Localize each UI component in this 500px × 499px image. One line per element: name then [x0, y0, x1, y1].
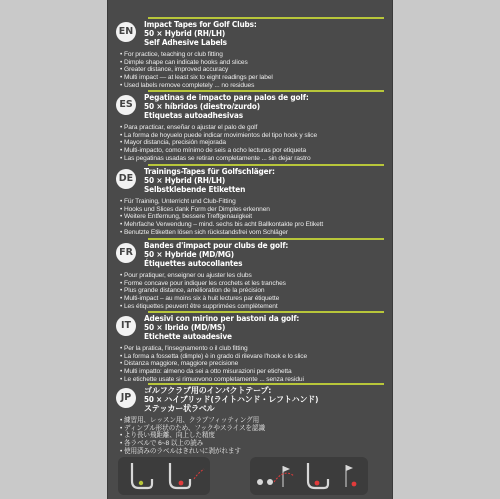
bullet-item: • ディンプル形状のため、フックやスライスを認識 [120, 425, 390, 433]
section-headings [144, 93, 388, 121]
section-subtitle: 50 × Hybrid (RH/LH) [144, 175, 226, 186]
hook-slice-diagram [118, 457, 210, 495]
section-es [114, 90, 390, 166]
section-subtitle-2: Étiquettes autocollantes [144, 258, 243, 269]
bullet-item: • Für Training, Unterricht und Club-Fitting [120, 198, 390, 206]
bullet-list [120, 198, 390, 237]
bullet-item: • Mehrfache Verwendung – mind. sechs bis acht Ballkontakte pro Etikett [120, 221, 390, 229]
section-headings [144, 386, 388, 414]
bullet-item: • Forme concave pour indiquer les crochets et les tranches [120, 280, 390, 288]
section-subtitle: 50 × ハイブリッド(ライトハンド・レフトハンド) [144, 395, 319, 405]
instructions-panel [108, 0, 392, 499]
bullet-item: • Plus grande distance, amélioration de la précision [120, 287, 390, 295]
flag-target-illustration [250, 457, 368, 495]
section-subtitle: 50 × Ibrido (MD/MS) [144, 322, 226, 333]
section-it [114, 311, 390, 387]
bullet-item: • Multi impatto: almeno da sei a otto misurazioni per etichetta [120, 368, 390, 376]
section-title: ゴルフクラブ用のインパクトテープ: [144, 386, 272, 395]
bullet-item: • Per la pratica, l'insegnamento o il club fitting [120, 345, 390, 353]
section-subtitle-2: ステッカー状ラベル [144, 404, 215, 414]
section-subtitle: 50 × Hybride (MD/MG) [144, 249, 235, 260]
section-headings [144, 314, 388, 342]
bullet-item: • Dimple shape can indicate hooks and slices [120, 59, 390, 67]
flag-target-diagram [250, 457, 368, 495]
section-fr [114, 238, 390, 314]
bullet-list [120, 345, 390, 384]
bullet-item: • La forma de hoyuelo puede indicar movimientos del tipo hook y slice [120, 132, 390, 140]
section-title: Trainings-Tapes für Golfschläger: [144, 166, 275, 176]
bullet-list [120, 51, 390, 90]
section-en [114, 17, 390, 93]
language-badge: JP [116, 388, 136, 408]
language-badge: EN [116, 22, 136, 42]
section-title: Adesivi con mirino per bastoni da golf: [144, 313, 300, 323]
section-subtitle-2: Selbstklebende Etiketten [144, 184, 246, 195]
section-subtitle-2: Etiquetas autoadhesivas [144, 110, 243, 121]
bullet-item: • Benutzte Etiketten lösen sich rückstandsfrei vom Schläger [120, 229, 390, 237]
bullet-item: • La forma a fossetta (dimple) è in grado di rilevare l'hook e lo slice [120, 353, 390, 361]
bullet-item: • より長い飛距離、向上した精度 [120, 432, 390, 440]
bullet-item: • For practice, teaching or club fitting [120, 51, 390, 59]
bullet-item: • Weitere Entfernung, bessere Treffgenauigkeit [120, 213, 390, 221]
bullet-item: • Para practicar, enseñar o ajustar el palo de golf [120, 124, 390, 132]
bullet-item: • Le etichette usate si rimuovono completamente ... senza residui [120, 376, 390, 384]
bullet-item: • 各ラベルで 6~8 以上の読み [120, 440, 390, 448]
bullet-list [120, 417, 390, 456]
impact-diagrams [108, 457, 392, 495]
section-title: Bandes d'impact pour clubs de golf: [144, 240, 289, 250]
section-subtitle: 50 × Hybrid (RH/LH) [144, 28, 226, 39]
bullet-item: • Multi-impact – au moins six à huit lectures par étiquette [120, 295, 390, 303]
bullet-list [120, 124, 390, 163]
section-de [114, 164, 390, 240]
bullet-item: • Multi impact — at least six to eight readings per label [120, 74, 390, 82]
bullet-item: • Multi-impacto, como mínimo de seis a ocho lecturas por etiqueta [120, 147, 390, 155]
section-title: Impact Tapes for Golf Clubs: [144, 19, 257, 29]
section-title: Pegatinas de impacto para palos de golf: [144, 92, 309, 102]
bullet-item: • Greater distance, improved accuracy [120, 66, 390, 74]
bullet-item: • Hooks und Slices dank Form der Dimples erkennen [120, 206, 390, 214]
language-badge: FR [116, 243, 136, 263]
section-headings [144, 241, 388, 269]
section-subtitle-2: Etichette autoadesive [144, 331, 232, 342]
section-jp [114, 383, 390, 457]
bullet-item: • 練習用、レッスン用、クラブフィッティング用 [120, 417, 390, 425]
language-badge: IT [116, 316, 136, 336]
section-headings [144, 167, 388, 195]
section-headings [144, 20, 388, 48]
language-badge: DE [116, 169, 136, 189]
section-subtitle: 50 × híbridos (diestro/zurdo) [144, 101, 260, 112]
bullet-item: • Pour pratiquer, enseigner ou ajuster les clubs [120, 272, 390, 280]
section-subtitle-2: Self Adhesive Labels [144, 37, 227, 48]
bullet-item: • Mayor distancia, precisión mejorada [120, 139, 390, 147]
bullet-item: • Les étiquettes peuvent être supprimées complètement [120, 303, 390, 311]
club-impact-illustration [118, 457, 210, 495]
bullet-item: • Used labels remove completely ... no residues [120, 82, 390, 90]
section-divider [148, 383, 384, 385]
bullet-item: • Las pegatinas usadas se retiran completamente ... sin dejar rastro [120, 155, 390, 163]
bullet-list [120, 272, 390, 311]
language-badge: ES [116, 95, 136, 115]
bullet-item: • 使用済みのラベルはきれいに剥がれます [120, 448, 390, 456]
bullet-item: • Distanza maggiore, maggiore precisione [120, 360, 390, 368]
